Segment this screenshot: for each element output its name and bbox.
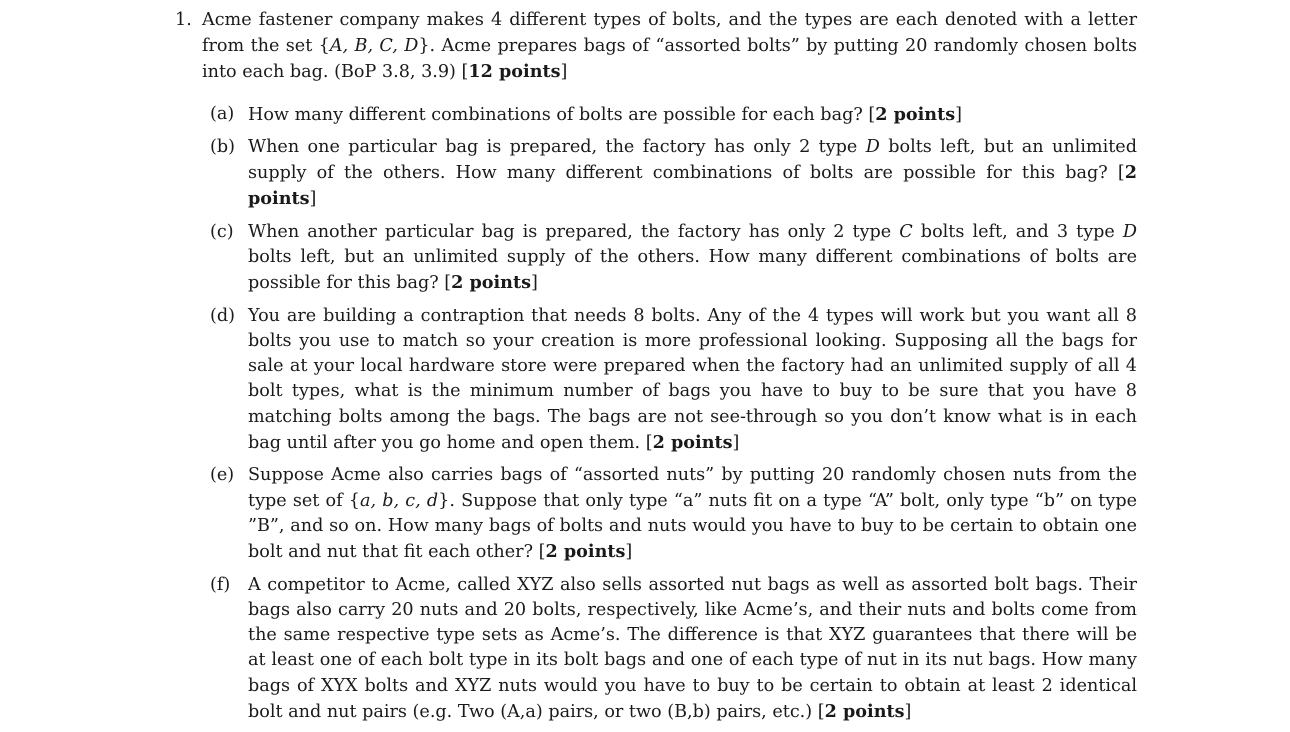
bracket: ]: [904, 702, 912, 723]
part-a: [210, 102, 1137, 128]
part-text: Suppose Acme also carries bags of “assorted nuts” by putting 20 randomly chosen nuts from the type set of {: [248, 465, 1137, 511]
bracket: ]: [560, 62, 568, 82]
part-f: [210, 573, 1137, 726]
points-label: 2 points: [652, 432, 733, 454]
part-label: (c): [210, 221, 234, 242]
part-text: When one particular bag is prepared, the factory has only 2 type: [248, 136, 866, 157]
problem-statement: [175, 8, 1137, 86]
nut-type-set: a, b, c, d: [360, 490, 439, 511]
part-c: [210, 220, 1137, 297]
part-label: (a): [210, 103, 235, 124]
bracket: ]: [625, 542, 633, 563]
part-b: [210, 135, 1137, 213]
part-text: bolts left, but an unlimited supply of the others. How many different combinations of bolts are possible for this bag? [: [248, 246, 1137, 294]
part-text: How many different combinations of bolts are possible for each bag? [: [248, 104, 876, 125]
math-variable: C: [899, 221, 913, 242]
part-label: (f): [210, 574, 231, 595]
part-text: When another particular bag is prepared, the factory has only 2 type: [248, 221, 900, 242]
part-text: A competitor to Acme, called XYZ also sells assorted nut bags as well as assorted bolt bags. Their bags also carry 20 nuts and 20 bolts, respectively, like Acme’s, and their nuts and bolts come from the same respective type sets as Acme’s. The difference is that XYZ guarantees that there will be at least one of each bolt type in its bolt bags and one of each type of nut in its nut bags. How many bags of XYX bolts and XYZ nuts would you have to buy to be certain to obtain at least 2 identical bolt and nut pairs (e.g. Two (A,a) pairs, or two (B,b) pairs, etc.) [: [248, 574, 1137, 723]
problem-1: [175, 8, 1137, 732]
part-label: (e): [210, 465, 235, 486]
bracket: ]: [955, 104, 963, 125]
part-text: }. Suppose that only type “a” nuts fit on a type “A” bolt, only type “b” on type ”B”, and so on. How many bags of bolts and nuts would you have to buy to be certain to obtain one bolt and nut that fit each other? [: [248, 490, 1137, 563]
part-label: (b): [210, 136, 235, 157]
part-text: You are building a contraption that needs 8 bolts. Any of the 4 types will work but you want all 8 bolts you use to match so your creation is more professional looking. Supposing all the bags for sale at your local hardware store were prepared when the factory had an unlimited supply of all 4 bolt types, what is the minimum number of bags you have to buy to be sure that you have 8 matching bolts among the bags. The bags are not see-through so you don’t know what is in each bag until after you go home and open them. [: [248, 305, 1137, 454]
bracket: ]: [309, 189, 317, 210]
math-variable: D: [1122, 221, 1138, 242]
part-label: (d): [210, 305, 235, 326]
bracket: ]: [531, 273, 538, 294]
bolt-type-set: A, B, C, D: [329, 35, 419, 56]
points-label: 2 points: [875, 103, 956, 125]
problem-text: Acme fastener company makes 4 different types of bolts, and the types are each denoted with a letter from the set {: [202, 10, 1137, 56]
points-label: 2 points: [545, 541, 626, 563]
part-text: bolts left, but an unlimited supply of the others. How many different combinations of bolts are possible for this bag? [: [248, 136, 1137, 184]
part-d: [210, 304, 1137, 457]
points-label: 2 points: [248, 162, 1137, 210]
part-e: [210, 463, 1137, 565]
part-text: bolts left, and 3 type: [912, 221, 1123, 242]
math-variable: D: [865, 136, 880, 157]
points-label: 12 points: [468, 61, 561, 82]
points-label: 2 points: [451, 272, 532, 294]
points-label: 2 points: [824, 701, 905, 723]
problem-number: 1.: [175, 10, 192, 30]
problem-text: }. Acme prepares bags of “assorted bolts” by putting 20 randomly chosen bolts into each bag. (BoP 3.8, 3.9) [: [202, 35, 1137, 82]
sub-parts-list: [175, 102, 1137, 726]
bracket: ]: [732, 433, 740, 454]
